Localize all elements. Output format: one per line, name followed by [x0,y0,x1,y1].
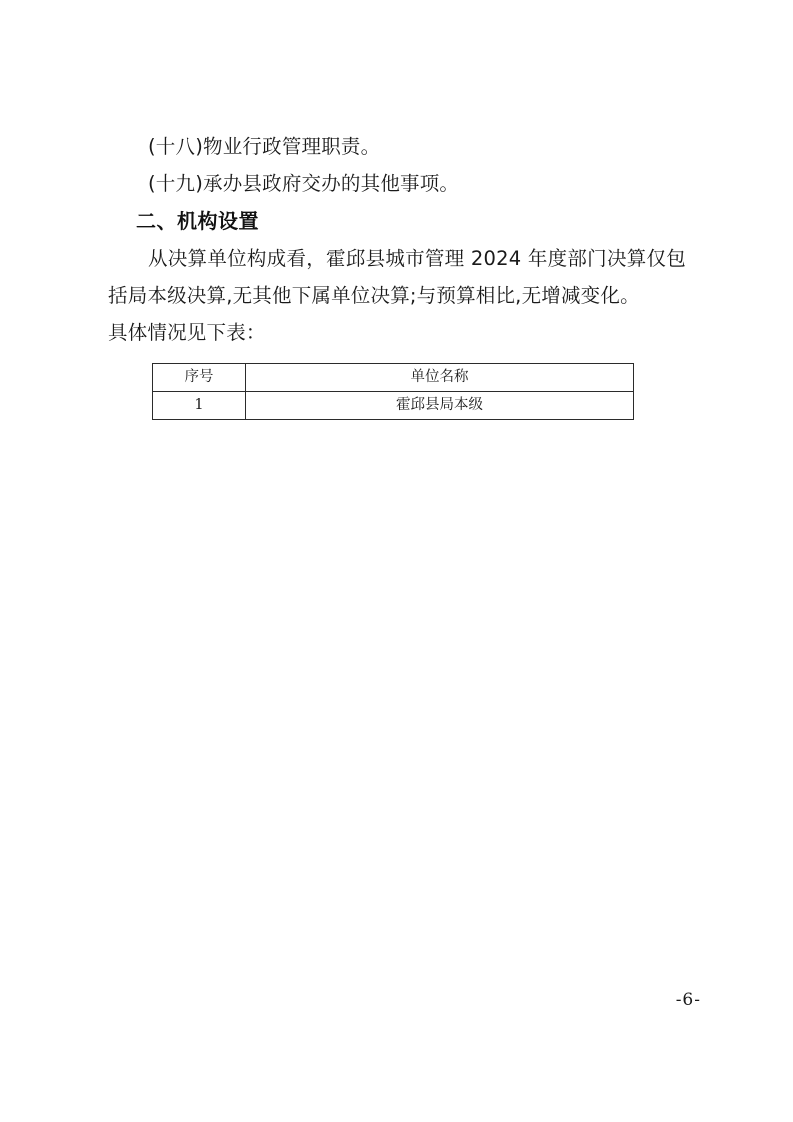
body-paragraph: 从决算单位构成看，霍邱县城市管理 2024 年度部门决算仅包括局本级决算,无其他下属单位决算;与预算相比,无增减变化。 [108,247,686,307]
unit-table [152,363,634,420]
table-row [153,392,634,420]
page-content [108,128,686,420]
table-cell-unit-name: 霍邱县局本级 [246,392,634,420]
paragraph-item-18: (十八)物业行政管理职责。 [148,135,381,158]
section-heading: 二、机构设置 [136,209,259,233]
page-number: -6- [675,990,701,1010]
paragraph-item-19: (十九)承办县政府交办的其他事项。 [148,172,460,195]
table-cell-no: 1 [153,392,246,420]
table-header-unit-name: 单位名称 [246,364,634,392]
table-header-row [153,364,634,392]
table-intro: 具体情况见下表： [108,321,266,344]
table-header-no: 序号 [153,364,246,392]
